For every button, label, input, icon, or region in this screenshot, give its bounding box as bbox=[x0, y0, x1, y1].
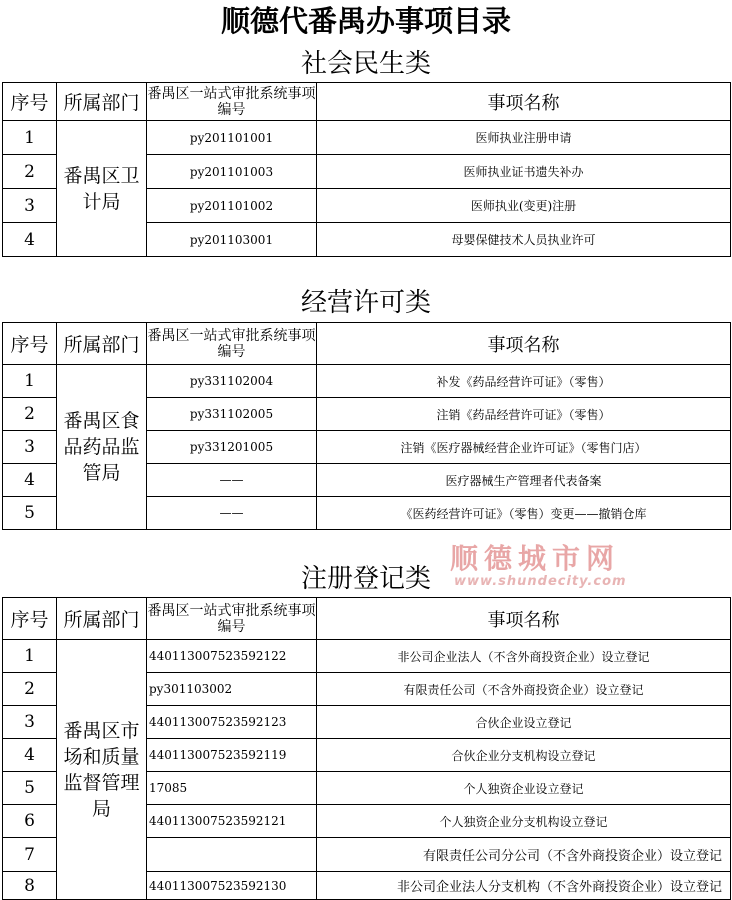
row-code: py331102004 bbox=[147, 365, 317, 398]
row-code: 17085 bbox=[147, 772, 317, 805]
row-code: py331102005 bbox=[147, 398, 317, 431]
row-code: py331201005 bbox=[147, 431, 317, 464]
row-code bbox=[147, 838, 317, 872]
row-code: 440113007523592121 bbox=[147, 805, 317, 838]
row-code: —— bbox=[147, 497, 317, 530]
row-seq: 6 bbox=[3, 805, 57, 838]
row-code: 440113007523592123 bbox=[147, 706, 317, 739]
row-code: 440113007523592130 bbox=[147, 872, 317, 900]
row-code: py201101002 bbox=[147, 189, 317, 223]
header-code: 番禺区一站式审批系统事项编号 bbox=[147, 598, 317, 640]
row-seq: 7 bbox=[3, 838, 57, 872]
header-dept: 所属部门 bbox=[57, 598, 147, 640]
row-name: 医疗器械生产管理者代表备案 bbox=[317, 464, 731, 497]
header-code: 番禺区一站式审批系统事项编号 bbox=[147, 323, 317, 365]
table-header-row bbox=[3, 598, 731, 640]
row-code: —— bbox=[147, 464, 317, 497]
row-seq: 2 bbox=[3, 673, 57, 706]
row-seq: 4 bbox=[3, 223, 57, 257]
table-header-row bbox=[3, 83, 731, 121]
row-name: 合伙企业分支机构设立登记 bbox=[317, 739, 731, 772]
row-seq: 8 bbox=[3, 872, 57, 900]
row-code: py201101001 bbox=[147, 121, 317, 155]
row-name: 《医药经营许可证》（零售）变更——撤销仓库 bbox=[317, 497, 731, 530]
row-seq: 1 bbox=[3, 640, 57, 673]
row-seq: 3 bbox=[3, 431, 57, 464]
row-seq: 5 bbox=[3, 497, 57, 530]
row-name: 有限责任公司分公司（不含外商投资企业）设立登记 bbox=[317, 838, 731, 872]
row-seq: 4 bbox=[3, 739, 57, 772]
row-name: 注销《药品经营许可证》（零售） bbox=[317, 398, 731, 431]
row-name: 医师执业注册申请 bbox=[317, 121, 731, 155]
table-business bbox=[2, 322, 731, 530]
row-dept: 番禺区市场和质量监督管理局 bbox=[57, 640, 147, 900]
row-code: 440113007523592119 bbox=[147, 739, 317, 772]
row-name: 有限责任公司（不含外商投资企业）设立登记 bbox=[317, 673, 731, 706]
watermark-text: 顺德城市网 bbox=[450, 542, 621, 575]
header-name: 事项名称 bbox=[317, 598, 731, 640]
row-name: 母婴保健技术人员执业许可 bbox=[317, 223, 731, 257]
header-seq: 序号 bbox=[3, 83, 57, 121]
row-name: 合伙企业设立登记 bbox=[317, 706, 731, 739]
header-name: 事项名称 bbox=[317, 83, 731, 121]
table-registration bbox=[2, 597, 731, 900]
row-name: 医师执业(变更)注册 bbox=[317, 189, 731, 223]
row-name: 非公司企业法人分支机构（不含外商投资企业）设立登记 bbox=[317, 872, 731, 900]
row-name: 非公司企业法人（不含外商投资企业）设立登记 bbox=[317, 640, 731, 673]
table-social bbox=[2, 82, 731, 257]
table-header-row bbox=[3, 323, 731, 365]
row-seq: 4 bbox=[3, 464, 57, 497]
document-title: 顺德代番禺办事项目录 bbox=[220, 4, 511, 38]
row-seq: 2 bbox=[3, 398, 57, 431]
row-seq: 1 bbox=[3, 121, 57, 155]
table-row bbox=[3, 365, 731, 398]
row-dept: 番禺区卫计局 bbox=[57, 121, 147, 257]
section-title-registration: 注册登记类 bbox=[300, 564, 431, 594]
row-name: 个人独资企业设立登记 bbox=[317, 772, 731, 805]
row-seq: 5 bbox=[3, 772, 57, 805]
section-title-business: 经营许可类 bbox=[300, 288, 431, 318]
header-seq: 序号 bbox=[3, 598, 57, 640]
row-dept: 番禺区食品药品监管局 bbox=[57, 365, 147, 530]
table-row bbox=[3, 121, 731, 155]
table-row bbox=[3, 640, 731, 673]
row-code: py201103001 bbox=[147, 223, 317, 257]
row-name: 补发《药品经营许可证》（零售） bbox=[317, 365, 731, 398]
row-seq: 3 bbox=[3, 189, 57, 223]
header-name: 事项名称 bbox=[317, 323, 731, 365]
header-code: 番禺区一站式审批系统事项编号 bbox=[147, 83, 317, 121]
header-dept: 所属部门 bbox=[57, 83, 147, 121]
row-code: py301103002 bbox=[147, 673, 317, 706]
row-name: 注销《医疗器械经营企业许可证》（零售门店） bbox=[317, 431, 731, 464]
row-seq: 2 bbox=[3, 155, 57, 189]
row-code: py201101003 bbox=[147, 155, 317, 189]
section-title-social: 社会民生类 bbox=[300, 49, 431, 79]
row-seq: 3 bbox=[3, 706, 57, 739]
row-name: 个人独资企业分支机构设立登记 bbox=[317, 805, 731, 838]
row-name: 医师执业证书遗失补办 bbox=[317, 155, 731, 189]
watermark-url: www.shundecity.com bbox=[454, 574, 627, 589]
row-seq: 1 bbox=[3, 365, 57, 398]
header-seq: 序号 bbox=[3, 323, 57, 365]
row-code: 440113007523592122 bbox=[147, 640, 317, 673]
header-dept: 所属部门 bbox=[57, 323, 147, 365]
